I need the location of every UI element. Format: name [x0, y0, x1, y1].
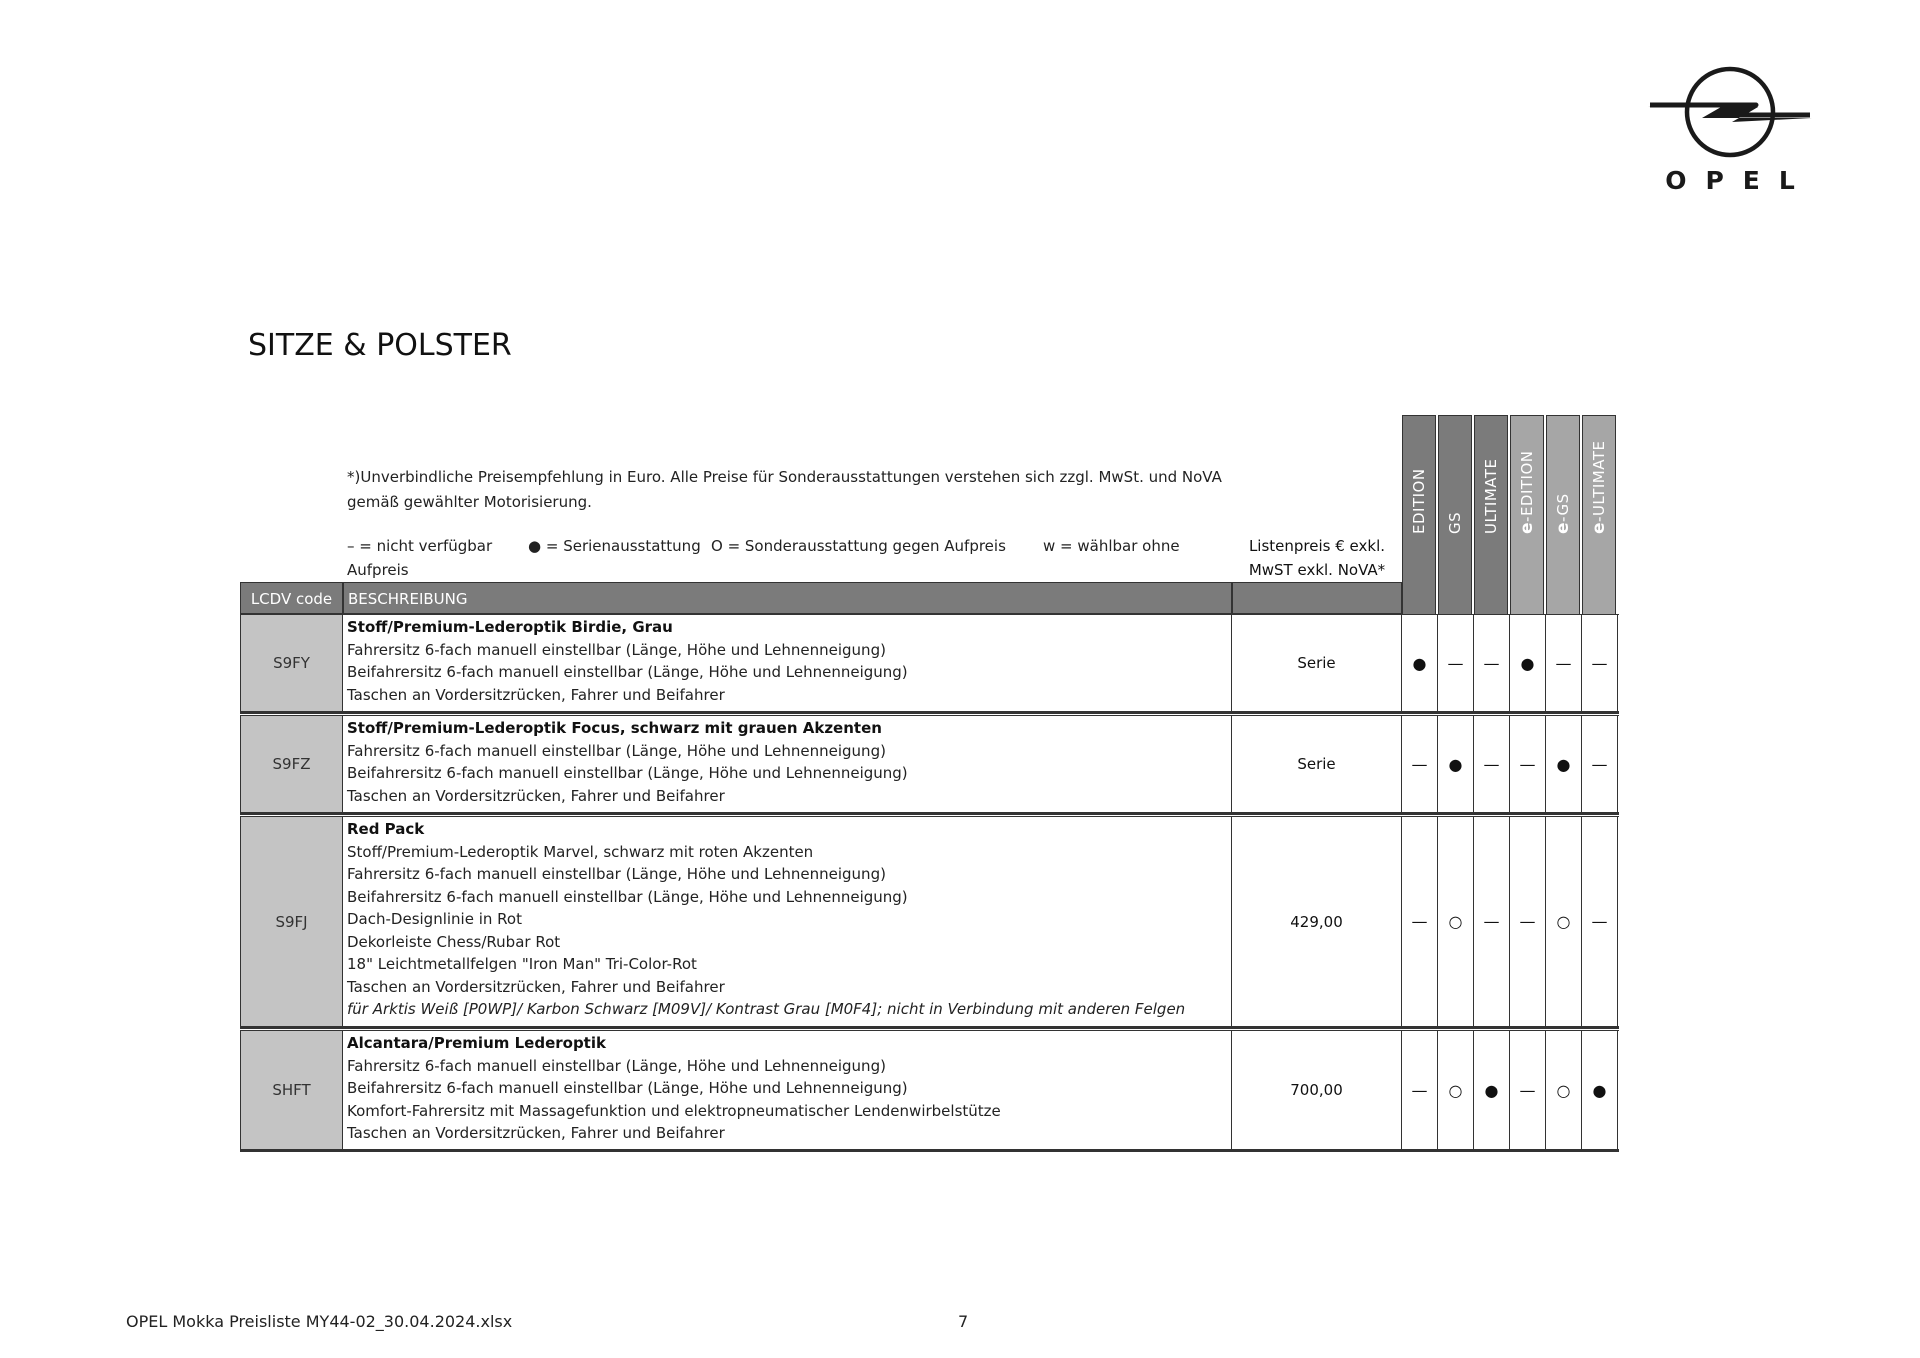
- price-note: *)Unverbindliche Preisempfehlung in Euro. Alle Preise für Sonderausstattungen verstehen sich zzgl. MwSt. und NoVA gemäß gewählter Motorisierung.: [347, 468, 1222, 511]
- legend-selectable: w = wählbar ohne: [1043, 537, 1180, 555]
- trim-header-ultimate: [1474, 415, 1508, 615]
- legend-standard: ● = Serienausstattung: [528, 537, 701, 555]
- trim-label: -EDITION: [1518, 450, 1536, 522]
- row-description: [343, 817, 1232, 1026]
- table-row: [240, 614, 1619, 714]
- row-note: für Arktis Weiß [P0WP]/ Karbon Schwarz [M09V]/ Kontrast Grau [M0F4]; nicht in Verbindung mit anderen Felgen: [347, 1000, 1186, 1018]
- price-column-header: [1232, 534, 1402, 582]
- row-description: [343, 716, 1232, 812]
- row-line: 18" Leichtmetallfelgen "Iron Man" Tri-Color-Rot: [347, 955, 697, 973]
- row-price: Serie: [1232, 716, 1402, 812]
- column-header-price-cell: [1232, 582, 1402, 614]
- row-title: Stoff/Premium-Lederoptik Birdie, Grau: [347, 618, 673, 636]
- mark-e-gs: ●: [1546, 716, 1582, 812]
- page-title: SITZE & POLSTER: [248, 328, 512, 363]
- trim-label: -ULTIMATE: [1590, 440, 1608, 522]
- row-line: Taschen an Vordersitzrücken, Fahrer und Beifahrer: [347, 1124, 725, 1142]
- row-line: Beifahrersitz 6-fach manuell einstellbar (Länge, Höhe und Lehnenneigung): [347, 764, 908, 782]
- mark-e-ultimate: —: [1582, 615, 1618, 711]
- mark-e-edition: —: [1510, 1031, 1546, 1149]
- mark-e-edition: —: [1510, 817, 1546, 1026]
- mark-e-ultimate: ●: [1582, 1031, 1618, 1149]
- trim-header-e-ultimate: [1582, 415, 1616, 615]
- row-line: Beifahrersitz 6-fach manuell einstellbar (Länge, Höhe und Lehnenneigung): [347, 1079, 908, 1097]
- row-line: Stoff/Premium-Lederoptik Marvel, schwarz mit roten Akzenten: [347, 842, 814, 861]
- row-price: 700,00: [1232, 1031, 1402, 1149]
- trim-label: EDITION: [1410, 468, 1428, 534]
- row-price: Serie: [1232, 615, 1402, 711]
- mark-e-edition: —: [1510, 716, 1546, 812]
- mark-edition: —: [1402, 817, 1438, 1026]
- mark-ultimate: —: [1474, 716, 1510, 812]
- mark-edition: ●: [1402, 615, 1438, 711]
- column-header-description: BESCHREIBUNG: [343, 582, 1232, 614]
- trim-label: -GS: [1554, 493, 1572, 522]
- price-header-line1: Listenpreis € exkl.: [1248, 537, 1386, 555]
- row-code: S9FY: [240, 615, 343, 711]
- row-price: 429,00: [1232, 817, 1402, 1026]
- trim-label: GS: [1446, 511, 1464, 534]
- trim-prefix: e: [1553, 521, 1573, 534]
- table-row: [240, 816, 1619, 1029]
- row-line: Beifahrersitz 6-fach manuell einstellbar (Länge, Höhe und Lehnenneigung): [347, 663, 908, 681]
- mark-ultimate: ●: [1474, 1031, 1510, 1149]
- trim-prefix: e: [1517, 521, 1537, 534]
- row-line: Beifahrersitz 6-fach manuell einstellbar (Länge, Höhe und Lehnenneigung): [347, 887, 908, 906]
- table-row: [240, 1030, 1619, 1152]
- row-title: Stoff/Premium-Lederoptik Focus, schwarz mit grauen Akzenten: [347, 719, 882, 737]
- legend-not-available-continued: Aufpreis: [347, 561, 409, 579]
- trim-prefix: e: [1589, 521, 1609, 534]
- row-description: [343, 615, 1232, 711]
- legend-optional: O = Sonderausstattung gegen Aufpreis: [711, 537, 1006, 555]
- footer-filename: OPEL Mokka Preisliste MY44-02_30.04.2024.xlsx: [126, 1312, 513, 1331]
- mark-gs: ○: [1438, 817, 1474, 1026]
- row-line: Komfort-Fahrersitz mit Massagefunktion und elektropneumatischer Lendenwirbelstütze: [347, 1101, 1001, 1120]
- mark-e-gs: —: [1546, 615, 1582, 711]
- mark-edition: —: [1402, 716, 1438, 812]
- mark-e-gs: ○: [1546, 817, 1582, 1026]
- row-line: Dekorleiste Chess/Rubar Rot: [347, 932, 561, 951]
- row-description: [343, 1031, 1232, 1149]
- column-header-code: LCDV code: [240, 582, 343, 614]
- trim-header-edition: [1402, 415, 1436, 615]
- row-code: S9FZ: [240, 716, 343, 812]
- row-title: Alcantara/Premium Lederoptik: [347, 1034, 606, 1052]
- row-line: Fahrersitz 6-fach manuell einstellbar (Länge, Höhe und Lehnenneigung): [347, 640, 886, 659]
- trim-header-e-edition: [1510, 415, 1544, 615]
- row-line: Taschen an Vordersitzrücken, Fahrer und Beifahrer: [347, 685, 725, 704]
- row-code: S9FJ: [240, 817, 343, 1026]
- row-line: Dach-Designlinie in Rot: [347, 910, 522, 928]
- mark-edition: —: [1402, 1031, 1438, 1149]
- row-line: Fahrersitz 6-fach manuell einstellbar (Länge, Höhe und Lehnenneigung): [347, 865, 886, 883]
- row-line: Taschen an Vordersitzrücken, Fahrer und Beifahrer: [347, 977, 725, 996]
- trim-header-e-gs: [1546, 415, 1580, 615]
- mark-e-gs: ○: [1546, 1031, 1582, 1149]
- mark-gs: ○: [1438, 1031, 1474, 1149]
- mark-gs: ●: [1438, 716, 1474, 812]
- table-row: [240, 715, 1619, 815]
- brand-name: OPEL: [1665, 166, 1814, 195]
- page-number: 7: [958, 1312, 969, 1331]
- row-title: Red Pack: [347, 820, 425, 838]
- row-line: Fahrersitz 6-fach manuell einstellbar (Länge, Höhe und Lehnenneigung): [347, 1056, 886, 1075]
- trim-label: ULTIMATE: [1482, 458, 1500, 534]
- row-line: Fahrersitz 6-fach manuell einstellbar (Länge, Höhe und Lehnenneigung): [347, 741, 886, 760]
- mark-e-edition: ●: [1510, 615, 1546, 711]
- mark-gs: —: [1438, 615, 1474, 711]
- mark-e-ultimate: —: [1582, 817, 1618, 1026]
- row-line: Taschen an Vordersitzrücken, Fahrer und Beifahrer: [347, 786, 725, 805]
- trim-header-gs: [1438, 415, 1472, 615]
- mark-e-ultimate: —: [1582, 716, 1618, 812]
- mark-ultimate: —: [1474, 615, 1510, 711]
- legend-not-available: – = nicht verfügbar: [347, 537, 493, 555]
- mark-ultimate: —: [1474, 817, 1510, 1026]
- row-code: SHFT: [240, 1031, 343, 1149]
- price-header-line2: MwST exkl. NoVA*: [1248, 561, 1386, 579]
